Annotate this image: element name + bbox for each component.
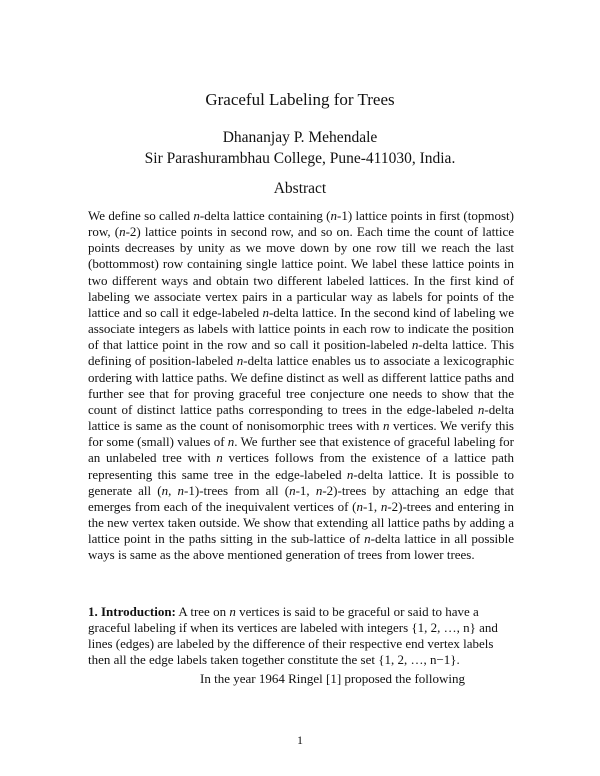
page-number: 1 xyxy=(297,733,303,747)
introduction-heading: 1. Introduction: xyxy=(88,604,176,619)
author-block xyxy=(0,127,600,169)
introduction-continuation: In the year 1964 Ringel [1] proposed the following xyxy=(200,671,465,686)
introduction-paragraph xyxy=(88,604,514,669)
author-affiliation: Sir Parashurambhau College, Pune-411030, India. xyxy=(144,150,456,167)
author-name: Dhananjay P. Mehendale xyxy=(222,129,378,146)
introduction-text: A tree on n vertices is said to be graceful or said to have a graceful labeling if when its vertices are labeled with integers {1, 2, …, n} and lines (edges) are labeled by the difference of their respective end vertex labels then all the edge labels taken together constitute the set {1, 2, …, n−1}. xyxy=(88,604,498,668)
abstract-heading: Abstract xyxy=(273,180,327,197)
abstract-body: We define so called n-delta lattice containing (n-1) lattice points in first (topmost) row, (n-2) lattice points in second row, and so on. Each time the count of lattice points decreases by unity as we move down by one row till we reach the last (bottommost) row containing single lattice point. We label these lattice points in two different ways and obtain two different labeled lattices. In the first kind of labeling we associate vertex pairs in a particular way as labels for points of the lattice and so call it edge-labeled n-delta lattice. In the second kind of labeling we associate integers as labels with lattice points in each row to indicate the position of that lattice point in the row and so call it position-labeled n-delta lattice. This defining of position-labeled n-delta lattice enables us to associate a lexicographic ordering with lattice paths. We define distinct as well as different lattice paths and further see that for proving graceful tree conjecture one needs to show that the count of distinct lattice paths corresponding to trees in the edge-labeled n-delta lattice is same as the count of nonisomorphic trees with n vertices. We verify this for some (small) values of n. We further see that existence of graceful labeling for an unlabeled tree with n vertices follows from the existence of a lattice path representing this same tree in the edge-labeled n-delta lattice. It is possible to generate all (n, n-1)-trees from all (n-1, n-2)-trees by attaching an edge that emerges from each of the inequivalent vertices of (n-1, n-2)-trees and entering in the new vertex taken outside. We show that extending all lattice paths by adding a lattice point in the paths sitting in the sub-lattice of n-delta lattice in all possible ways is same as the above mentioned generation of trees from lower trees. xyxy=(88,208,515,563)
paper-title: Graceful Labeling for Trees xyxy=(205,90,395,109)
